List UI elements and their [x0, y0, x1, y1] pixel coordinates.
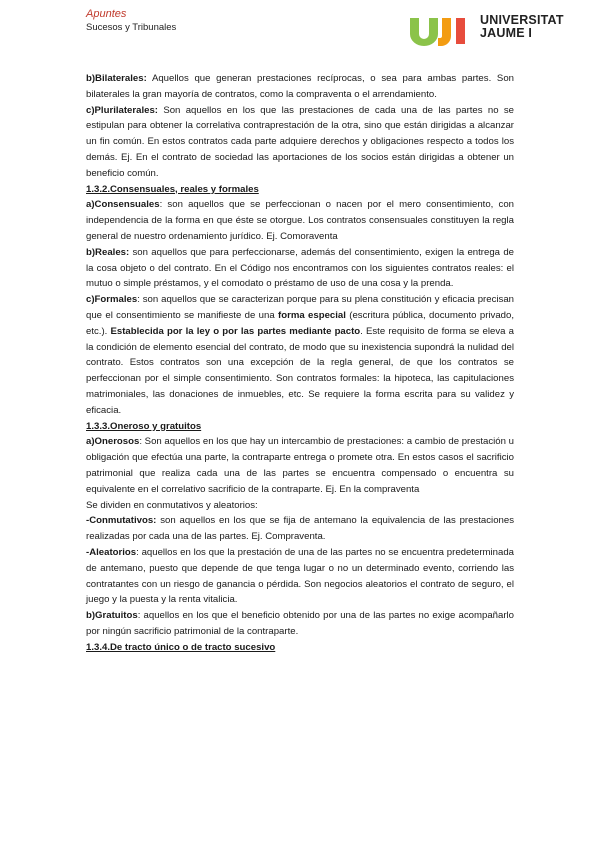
text-aleatorios: : aquellos en los que la prestación de una de las partes no se encuentra predeterminada de antemano, puesto que depende de que tenga lugar o no un determinado evento, corriendo las contratantes con un riesgo de ganancia o pérdida. Son negocios aleatorios el contrato de seguro, el juego y la puesta y la renta vitalicia. [86, 546, 514, 606]
text-formales-b: (escritura pública, documento privado, etc.). [86, 309, 514, 337]
text-onerosos: : Son aquellos en los que hay un intercambio de prestaciones: a cambio de prestación u obligación que efectúa una parte, la contraparte entrega o promete otra. En estos casos el sacrificio patrimonial que realiza cada una de las partes se encuentra compensado o encuentra su equivalente en el correlativo sacrificio de la contraparte. Ej. En la compraventa [86, 436, 514, 495]
emphasis-establecida: Establecida por la ley o por las partes mediante pacto [110, 325, 361, 337]
paragraph-division: Se dividen en conmutativos y aleatorios: [86, 499, 258, 511]
text-gratuitos: : aquellos en los que el beneficio obtenido por una de las partes no exige acompañarlo por ningún sacrificio patrimonial de la contraparte. [86, 610, 514, 637]
term-plurilaterales: c)Plurilaterales: [86, 104, 158, 116]
text-conmutativos: son aquellos en los que se fija de antemano la equivalencia de las prestaciones realizadas por cada una de las partes. Ej. Compraventa. [86, 515, 514, 543]
text-reales: son aquellos que para perfeccionarse, además del consentimiento, exigen la entrega de la cosa objeto o del contrato. En el Código nos encontramos con los siguientes contratos reales: el mutuo o simple préstamos, y el comodato o préstamo de uso de una cosa y la prenda. [86, 246, 514, 290]
term-reales: b)Reales: [86, 246, 130, 258]
emphasis-forma-especial: forma especial [278, 309, 346, 321]
logo-wordmark [480, 14, 564, 40]
text-bilaterales: Aquellos que generan prestaciones recíprocas, o sea para ambas partes. Son bilaterales la gran mayoría de contratos, como la compraventa o el arrendamiento. [86, 73, 514, 100]
term-gratuitos: b)Gratuitos [86, 610, 138, 622]
paragraph-conmutativos [86, 513, 514, 545]
paragraph-aleatorios [86, 545, 514, 608]
university-logo [410, 14, 580, 46]
text-consensuales: : son aquellos que se perfeccionan o nacen por el mero consentimiento, con independencia de la forma en que éste se otorgue. Los contratos consensuales constituyen la regla general de nuestro ordenamiento jurídico. Ej. Comoraventa [86, 199, 514, 242]
text-formales-c: . Este requisito de forma se eleva a la condición de elemento esencial del contrato, de modo que su inexistencia supondrá la nulidad del contrato. Estos contratos son una excepción de la regla general, de que los contratos se perfeccionan por el simple consentimiento. Son contratos formales: la hipoteca, las capitulaciones matrimoniales, las donaciones de inmuebles, etc. Se requiere la forma escrita para su validez y eficacia. [86, 325, 514, 416]
section-heading-1-3-4: 1.3.4.De tracto único o de tracto sucesivo [86, 641, 276, 653]
text-plurilaterales: Son aquellos en los que las prestaciones de cada una de las partes no se estipulan para obtener la correlativa contraprestación de la otra, sino que están dirigidas a alcanzar un fin común. En estos contratos cada parte adquiere derechos y obligaciones respecto a todos los demás. Ej. En el contrato de sociedad las aportaciones de los socios están dirigidas a obtener un beneficio común. [86, 104, 514, 179]
section-heading-1-3-3: 1.3.3.Oneroso y gratuitos [86, 420, 202, 432]
paragraph-gratuitos [86, 608, 514, 640]
logo-u-shape [410, 18, 438, 46]
document-body [86, 71, 514, 655]
term-conmutativos: -Conmutativos: [86, 515, 157, 527]
page-header [86, 8, 176, 34]
paragraph-formales [86, 292, 514, 418]
term-bilaterales: b)Bilaterales: [86, 73, 147, 84]
logo-j-shape [438, 18, 451, 46]
text-formales-a: : son aquellos que se caracterizan porque para su plena constitución y eficacia precisan que el consentimiento se manifieste de una [86, 294, 514, 321]
section-heading-1-3-2: 1.3.2.Consensuales, reales y formales [86, 183, 259, 195]
term-formales: c)Formales [86, 294, 138, 306]
paragraph-plurilaterales [86, 103, 514, 182]
header-apuntes: Apuntes [86, 8, 127, 20]
term-consensuales: a)Consensuales [86, 199, 160, 211]
logo-line-1: UNIVERSITAT [480, 13, 564, 27]
logo-i-bar [456, 18, 465, 44]
term-onerosos: a)Onerosos [86, 436, 140, 448]
paragraph-bilaterales [86, 71, 514, 103]
term-aleatorios: -Aleatorios [86, 546, 137, 558]
paragraph-reales [86, 245, 514, 292]
paragraph-onerosos [86, 434, 514, 497]
header-subtitle: Sucesos y Tribunales [86, 22, 177, 33]
uji-logo-icon [410, 14, 474, 46]
paragraph-consensuales [86, 197, 514, 244]
logo-line-2: JAUME I [480, 26, 533, 40]
